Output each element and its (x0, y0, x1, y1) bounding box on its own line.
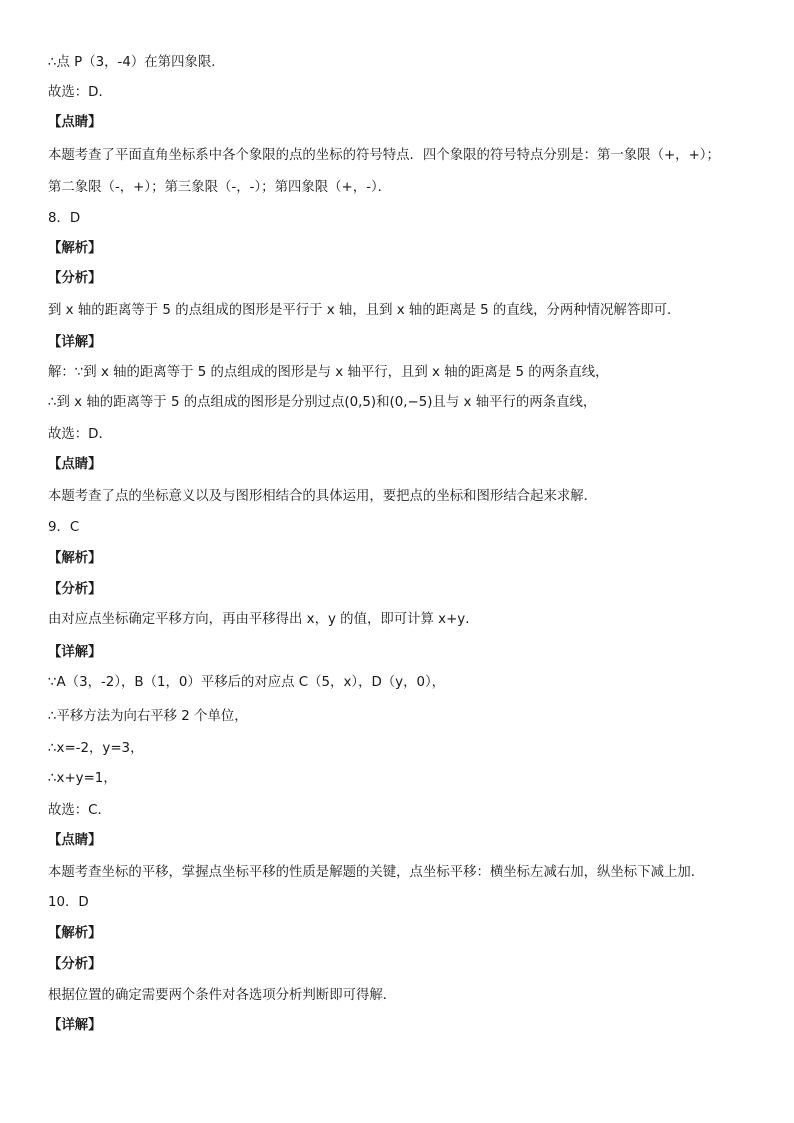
section-heading: 【解析】 (48, 241, 102, 256)
section-heading: 【分析】 (48, 957, 102, 972)
text-line: 本题考查了平面直角坐标系中各个象限的点的坐标的符号特点．四个象限的符号特点分别是：第一象限（+，+）； (48, 148, 720, 163)
text-line: 故选：D． (48, 85, 112, 100)
text-line: 根据位置的确定需要两个条件对各选项分析判断即可得解． (48, 988, 397, 1003)
section-heading: 【分析】 (48, 582, 102, 597)
text-line: 本题考查了点的坐标意义以及与图形相结合的具体运用，要把点的坐标和图形结合起来求解． (48, 489, 598, 504)
text-line: ∵A（3，-2），B（1，0）平移后的对应点 C（5，x），D（y，0）， (48, 675, 446, 690)
text-line: ∴x=-2，y=3， (48, 741, 144, 756)
question-answer: 10．D (48, 895, 89, 910)
question-answer: 8．D (48, 211, 81, 226)
text-line: ∴平移方法为向右平移 2 个单位， (48, 709, 248, 724)
text-line: ∴点 P（3，-4）在第四象限． (48, 55, 225, 70)
section-heading: 【点睛】 (48, 833, 102, 848)
section-heading: 【解析】 (48, 926, 102, 941)
text-line: 故选：D． (48, 427, 112, 442)
text-line: 由对应点坐标确定平移方向，再由平移得出 x，y 的值，即可计算 x+y． (48, 612, 479, 627)
section-heading: 【详解】 (48, 645, 102, 660)
text-line: ∴到 x 轴的距离等于 5 的点组成的图形是分别过点(0,5)和(0,−5)且与 x 轴平行的两条直线， (48, 395, 597, 410)
section-heading: 【解析】 (48, 551, 102, 566)
section-heading: 【点睛】 (48, 457, 102, 472)
text-line: 第二象限（-，+）；第三象限（-，-）；第四象限（+，-）． (48, 180, 392, 195)
question-answer: 9．C (48, 520, 80, 535)
text-line: 本题考查坐标的平移，掌握点坐标平移的性质是解题的关键，点坐标平移：横坐标左减右加，纵坐标下减上加． (48, 865, 705, 880)
text-line: 解：∵到 x 轴的距离等于 5 的点组成的图形是与 x 轴平行，且到 x 轴的距离是 5 的两条直线， (48, 365, 609, 380)
section-heading: 【详解】 (48, 335, 102, 350)
text-line: ∴x+y=1， (48, 771, 117, 786)
text-line: 到 x 轴的距离等于 5 的点组成的图形是平行于 x 轴，且到 x 轴的距离是 5 的直线，分两种情况解答即可． (48, 303, 681, 318)
section-heading: 【点睛】 (48, 115, 102, 130)
text-line: 故选：C． (48, 803, 111, 818)
section-heading: 【详解】 (48, 1018, 102, 1033)
section-heading: 【分析】 (48, 271, 102, 286)
